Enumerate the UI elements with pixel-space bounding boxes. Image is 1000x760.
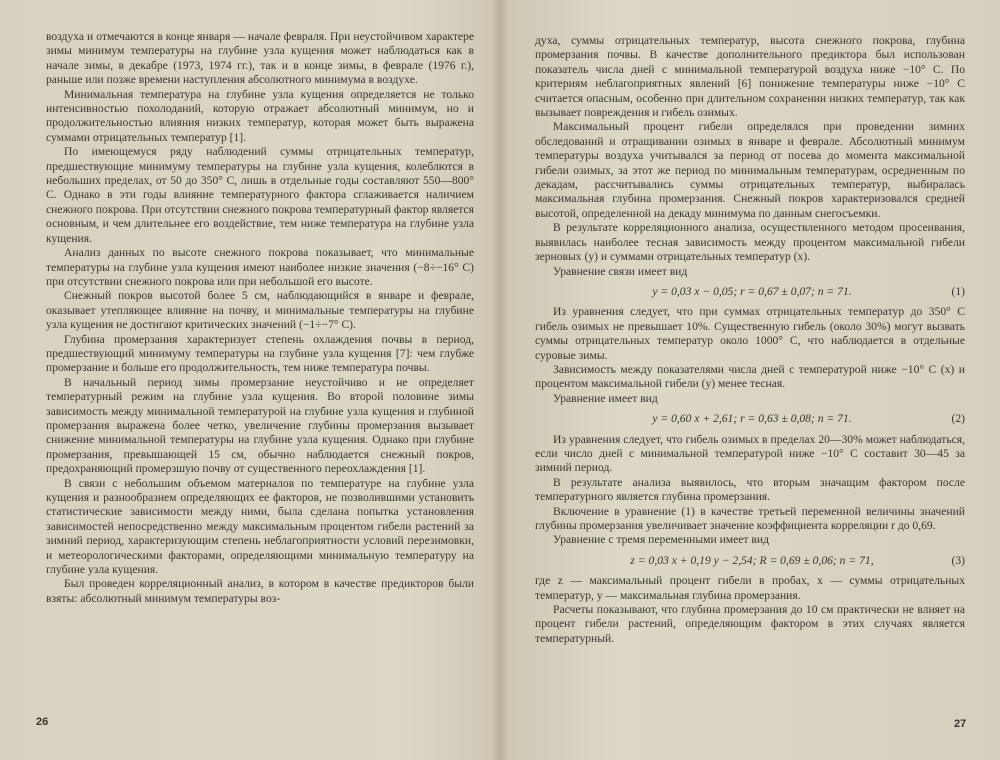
- paragraph: Максимальный процент гибели определялся при проведении зимних обследований и отращивании озимых в январе и феврале. Абсолютный минимум температуры воздуха учитывался за период от посева до момента максимальной гибели озимых, за этот же период по минимальным температурам, осредненным по декадам, рассчитывались суммы отрицательных температур, выбиралась максимальная глубина промерзания. Снежный покров характеризовался средней высотой, определенной на декаду минимума по данным снегосъемки.: [535, 120, 965, 220]
- equation-1-number: (1): [951, 284, 965, 298]
- equation-3-formula: z = 0,03 x + 0,19 y − 2,54; R = 0,69 ± 0,06; n = 71,: [630, 553, 874, 567]
- paragraph: Расчеты показывают, что глубина промерзания до 10 см практически не влияет на процент гибели растений, определяющим фактором в этих случаях является температурный.: [535, 603, 965, 645]
- paragraph: воздуха и отмечаются в конце января — начале февраля. При неустойчивом характере зимы минимум температуры на глубине узла кущения может наблюдаться как в начале зимы, в декабре (1973, 1974 гг.), так и в конце зимы, в феврале (1976 г.), раньше или позже времени наступления абсолютного минимума в воздухе.: [46, 30, 474, 87]
- paragraph: Уравнение с тремя переменными имеет вид: [553, 533, 769, 547]
- paragraph: Включение в уравнение (1) в качестве третьей переменной величины значений глубины промерзания увеличивает значение коэффициента корреляции r до 0,69.: [535, 504, 965, 532]
- page-number-left: 26: [36, 716, 49, 728]
- paragraph: Из уравнения следует, что при суммах отрицательных температур до 350° C гибель озимых не превышает 10%. Существенную гибель (около 30%) могут вызвать суммы отрицательных температур около 1000° C, что наблюдается в отдельные суровые зимы.: [535, 305, 965, 362]
- paragraph: Был проведен корреляционный анализ, в котором в качестве предикторов были взяты: абсолютный минимум температуры воз-: [46, 577, 474, 605]
- paragraph: Уравнение связи имеет вид: [553, 264, 688, 278]
- paragraph: Из уравнения следует, что гибель озимых в пределах 20—30% может наблюдаться, если число дней с минимальной температурой ниже −10° C составит 30—45 за зимний период.: [535, 432, 965, 475]
- equation-2-number: (2): [951, 412, 965, 426]
- paragraph: В результате анализа выявилось, что вторым значащим фактором после температурного является глубина промерзания.: [535, 475, 965, 504]
- paragraph: Минимальная температура на глубине узла кущения определяется не только интенсивностью похолоданий, которую отражает абсолютный минимум, но и продолжительностью влияния низких температур, которая может быть выражена суммами отрицательных температур [1].: [46, 87, 474, 144]
- equation-1-formula: y = 0,03 x − 0,05; r = 0,67 ± 0,07; n = 71.: [652, 284, 852, 298]
- paragraph: Снежный покров высотой более 5 см, наблюдающийся в январе и феврале, оказывает утепляющее влияние на почву, и минимальные температуры на глубине узла кущения не достигают критических значений (−1÷−7° C).: [46, 289, 474, 332]
- equation-1: [535, 285, 965, 299]
- paragraph: По имеющемуся ряду наблюдений суммы отрицательных температур, предшествующие минимуму температуры на глубине узла кущения, колеблются в небольших пределах, от 50 до 350° C, лишь в отдельные годы составляют 550—800° C. Однако в эти годы влияние температурного фактора сглаживается наличием снежного покрова. При отсутствии снежного покрова температурный фактор является основным, и чем длительнее его воздействие, тем ниже температура на глубине узла кущения.: [46, 145, 474, 245]
- equation-3-number: (3): [951, 553, 965, 567]
- right-page-text: [535, 34, 965, 646]
- paragraph: В начальный период зимы промерзание неустойчиво и не определяет температурный режим на глубине узла кущения. Во второй половине зимы зависимость между минимальной температурой на глубине узла кущения и глубиной промерзания выражена более четко, увеличение глубины промерзания вызывает снижение минимальной температуры на глубине узла кущения. Однако при глубине промерзания, превышающей 15 см, обычно наблюдается снежный покров, предохраняющий промерзшую почву от существенного переохлаждения [1].: [46, 375, 474, 476]
- right-page: [500, 0, 1000, 760]
- paragraph: Зависимость между показателями числа дней с температурой ниже −10° C (x) и процентом максимальной гибели (y) менее тесная.: [535, 362, 965, 391]
- paragraph: В результате корреляционного анализа, осуществленного методом просеивания, выявилась наиболее тесная зависимость между процентом максимальной гибели зерновых (y) и суммами отрицательных температур (x).: [535, 221, 965, 264]
- equation-2-formula: y = 0,60 x + 2,61; r = 0,63 ± 0,08; n = 71.: [652, 412, 852, 426]
- paragraph: Глубина промерзания характеризует степень охлаждения почвы в период, предшествующий минимуму температуры на глубине узла кущения [7]: чем глубже промерзание и больше его продолжительность, тем ниже температура почвы.: [46, 332, 474, 375]
- equation-3: [535, 554, 965, 568]
- paragraph: Анализ данных по высоте снежного покрова показывает, что минимальные температуры на глубине узла кущения имеют наиболее низкие значения (−8÷−16° C) при отсутствии снежного покрова или при небольшой его высоте.: [46, 246, 474, 288]
- paragraph: духа, суммы отрицательных температур, высота снежного покрова, глубина промерзания почвы. В качестве дополнительного предиктора был использован показатель числа дней с минимальной температурой воздуха ниже −10° C. По критериям неблагоприятных явлений [6] понижение температуры ниже −10° C считается опасным, особенно при длительном сохранении низких температур, так как вызывает повреждения и гибель озимых.: [535, 34, 965, 120]
- paragraph: В связи с небольшим объемом материалов по температуре на глубине узла кущения и разнообразием определяющих ее факторов, не позволившими установить статистические зависимости между ними, была сделана попытка установления зависимостей непосредственно между максимальным процентом гибели растений за зимний период, характеризующим степень неблагоприятности условий перезимовки, и метеорологическими факторами, определяющими минимальную температуру на глубине узла кущения.: [46, 476, 474, 577]
- paragraph: где z — максимальный процент гибели в пробах, x — суммы отрицательных температур, y — максимальная глубина промерзания.: [535, 574, 965, 602]
- equation-2: [535, 412, 965, 426]
- page-number-right: 27: [954, 718, 967, 730]
- paragraph: Уравнение имеет вид: [553, 391, 658, 405]
- left-page-text: [46, 30, 474, 606]
